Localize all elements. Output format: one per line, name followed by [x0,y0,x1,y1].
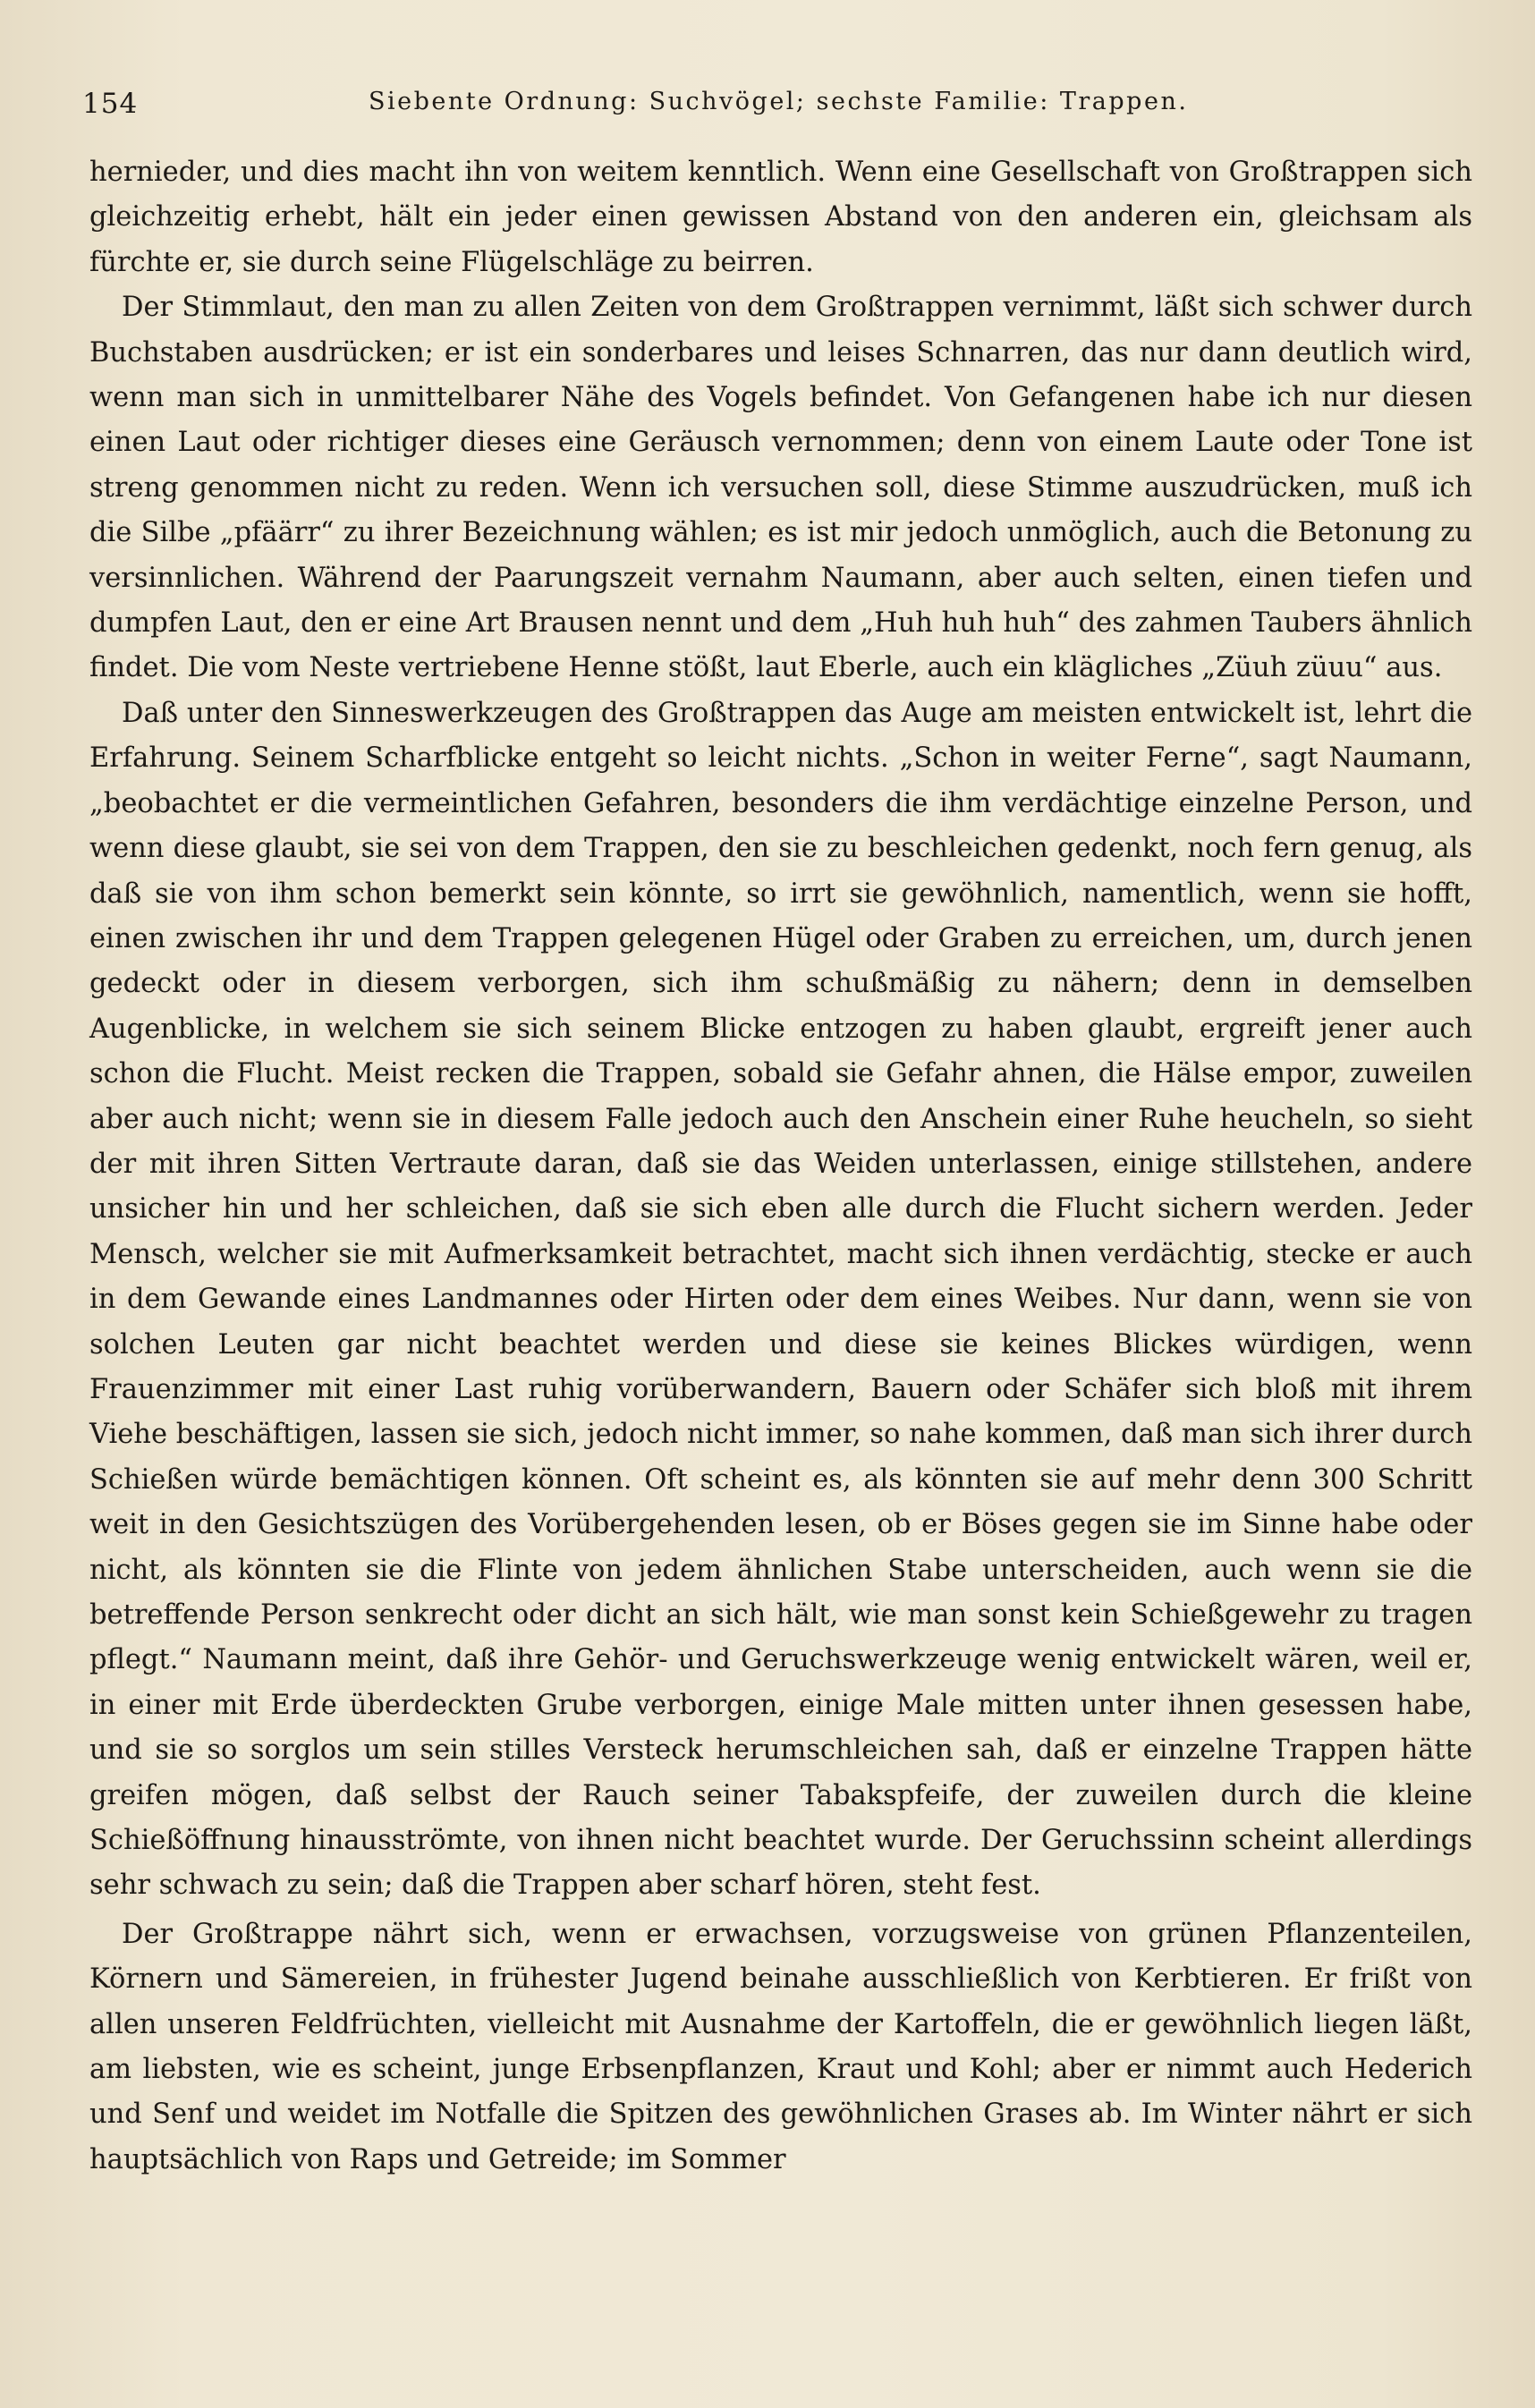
running-head [82,88,1478,131]
body-text [89,150,1472,2183]
page-number: 154 [82,88,139,120]
paragraph-3: Daß unter den Sinneswerkzeugen des Großtrappen das Auge am meisten entwickelt ist, lehrt die Erfahrung. Seinem Scharfblicke entgeht so leicht nichts. „Schon in weiter Ferne“, sagt Naumann, „beobachtet er die vermeintlichen Gefahren, besonders die ihm verdächtige einzelne Person, und wenn diese glaubt, sie sei von dem Trappen, den sie zu beschleichen gedenkt, noch fern genug, als daß sie von ihm schon bemerkt sein könnte, so irrt sie gewöhnlich, namentlich, wenn sie hofft, einen zwischen ihr und dem Trappen gelegenen Hügel oder Graben zu erreichen, um, durch jenen gedeckt oder in diesem verborgen, sich ihm schußmäßig zu nähern; denn in demselben Augenblicke, in welchem sie sich seinem Blicke entzogen zu haben glaubt, ergreift jener auch schon die Flucht. Meist recken die Trappen, sobald sie Gefahr ahnen, die Hälse empor, zuweilen aber auch nicht; wenn sie in diesem Falle jedoch auch den Anschein einer Ruhe heucheln, so sieht der mit ihren Sitten Vertraute daran, daß sie das Weiden unterlassen, einige stillstehen, andere unsicher hin und her schleichen, daß sie sich eben alle durch die Flucht sichern werden. Jeder Mensch, welcher sie mit Aufmerksamkeit betrachtet, macht sich ihnen verdächtig, stecke er auch in dem Gewande eines Landmannes oder Hirten oder dem eines Weibes. Nur dann, wenn sie von solchen Leuten gar nicht beachtet werden und diese sie keines Blickes würdigen, wenn Frauenzimmer mit einer Last ruhig vorüberwandern, Bauern oder Schäfer sich bloß mit ihrem Viehe beschäftigen, lassen sie sich, jedoch nicht immer, so nahe kommen, daß man sich ihrer durch Schießen würde bemächtigen können. Oft scheint es, als könnten sie auf mehr denn 300 Schritt weit in den Gesichtszügen des Vorübergehenden lesen, ob er Böses gegen sie im Sinne habe oder nicht, als könnten sie die Flinte von jedem ähnlichen Stabe unterscheiden, auch wenn sie die betreffende Person senkrecht oder dicht an sich hält, wie man sonst kein Schießgewehr zu tragen pflegt.“ Naumann meint, daß ihre Gehör- und Geruchswerkzeuge wenig entwickelt wären, weil er, in einer mit Erde überdeckten Grube verborgen, einige Male mitten unter ihnen gesessen habe, und sie so sorglos um sein stilles Versteck herumschleichen sah, daß er einzelne Trappen hätte greifen mögen, daß selbst der Rauch seiner Tabakspfeife, der zuweilen durch die kleine Schießöffnung hinausströmte, von ihnen nicht beachtet wurde. Der Geruchssinn scheint allerdings sehr schwach zu sein; daß die Trappen aber scharf hören, steht fest. [89,697,1472,1902]
paragraph-2: Der Stimmlaut, den man zu allen Zeiten von dem Großtrappen vernimmt, läßt sich schwer durch Buchstaben ausdrücken; er ist ein sonderbares und leises Schnarren, das nur dann deutlich wird, wenn man sich in unmittelbarer Nähe des Vogels befindet. Von Gefangenen habe ich nur diesen einen Laut oder richtiger dieses eine Geräusch vernommen; denn von einem Laute oder Tone ist streng genommen nicht zu reden. Wenn ich versuchen soll, diese Stimme auszudrücken, muß ich die Silbe „pfäärr“ zu ihrer Bezeichnung wählen; es ist mir jedoch unmöglich, auch die Betonung zu versinnlichen. Während der Paarungszeit vernahm Naumann, aber auch selten, einen tiefen und dumpfen Laut, den er eine Art Brausen nennt und dem „Huh huh huh“ des zahmen Taubers ähnlich findet. Die vom Neste vertriebene Henne stößt, laut Eberle, auch ein klägliches „Züuh züuu“ aus. [89,292,1472,684]
paragraph-4: Der Großtrappe nährt sich, wenn er erwachsen, vorzugsweise von grünen Pflanzenteilen, Körnern und Sämereien, in frühester Jugend beinahe ausschließlich von Kerbtieren. Er frißt von allen unseren Feldfrüchten, vielleicht mit Ausnahme der Kartoffeln, die er gewöhnlich liegen läßt, am liebsten, wie es scheint, junge Erbsenpflanzen, Kraut und Kohl; aber er nimmt auch Hederich und Senf und weidet im Notfalle die Spitzen des gewöhnlichen Grases ab. Im Winter nährt er sich hauptsächlich von Raps und Getreide; im Sommer [89,1918,1472,2175]
paragraph-1: hernieder, und dies macht ihn von weitem kenntlich. Wenn eine Gesellschaft von Großtrappen sich gleichzeitig erhebt, hält ein jeder einen gewissen Abstand von den anderen ein, gleichsam als fürchte er, sie durch seine Flügelschläge zu beirren. [89,157,1472,278]
running-title: Siebente Ordnung: Suchvögel; sechste Familie: Trappen. [369,88,1189,115]
